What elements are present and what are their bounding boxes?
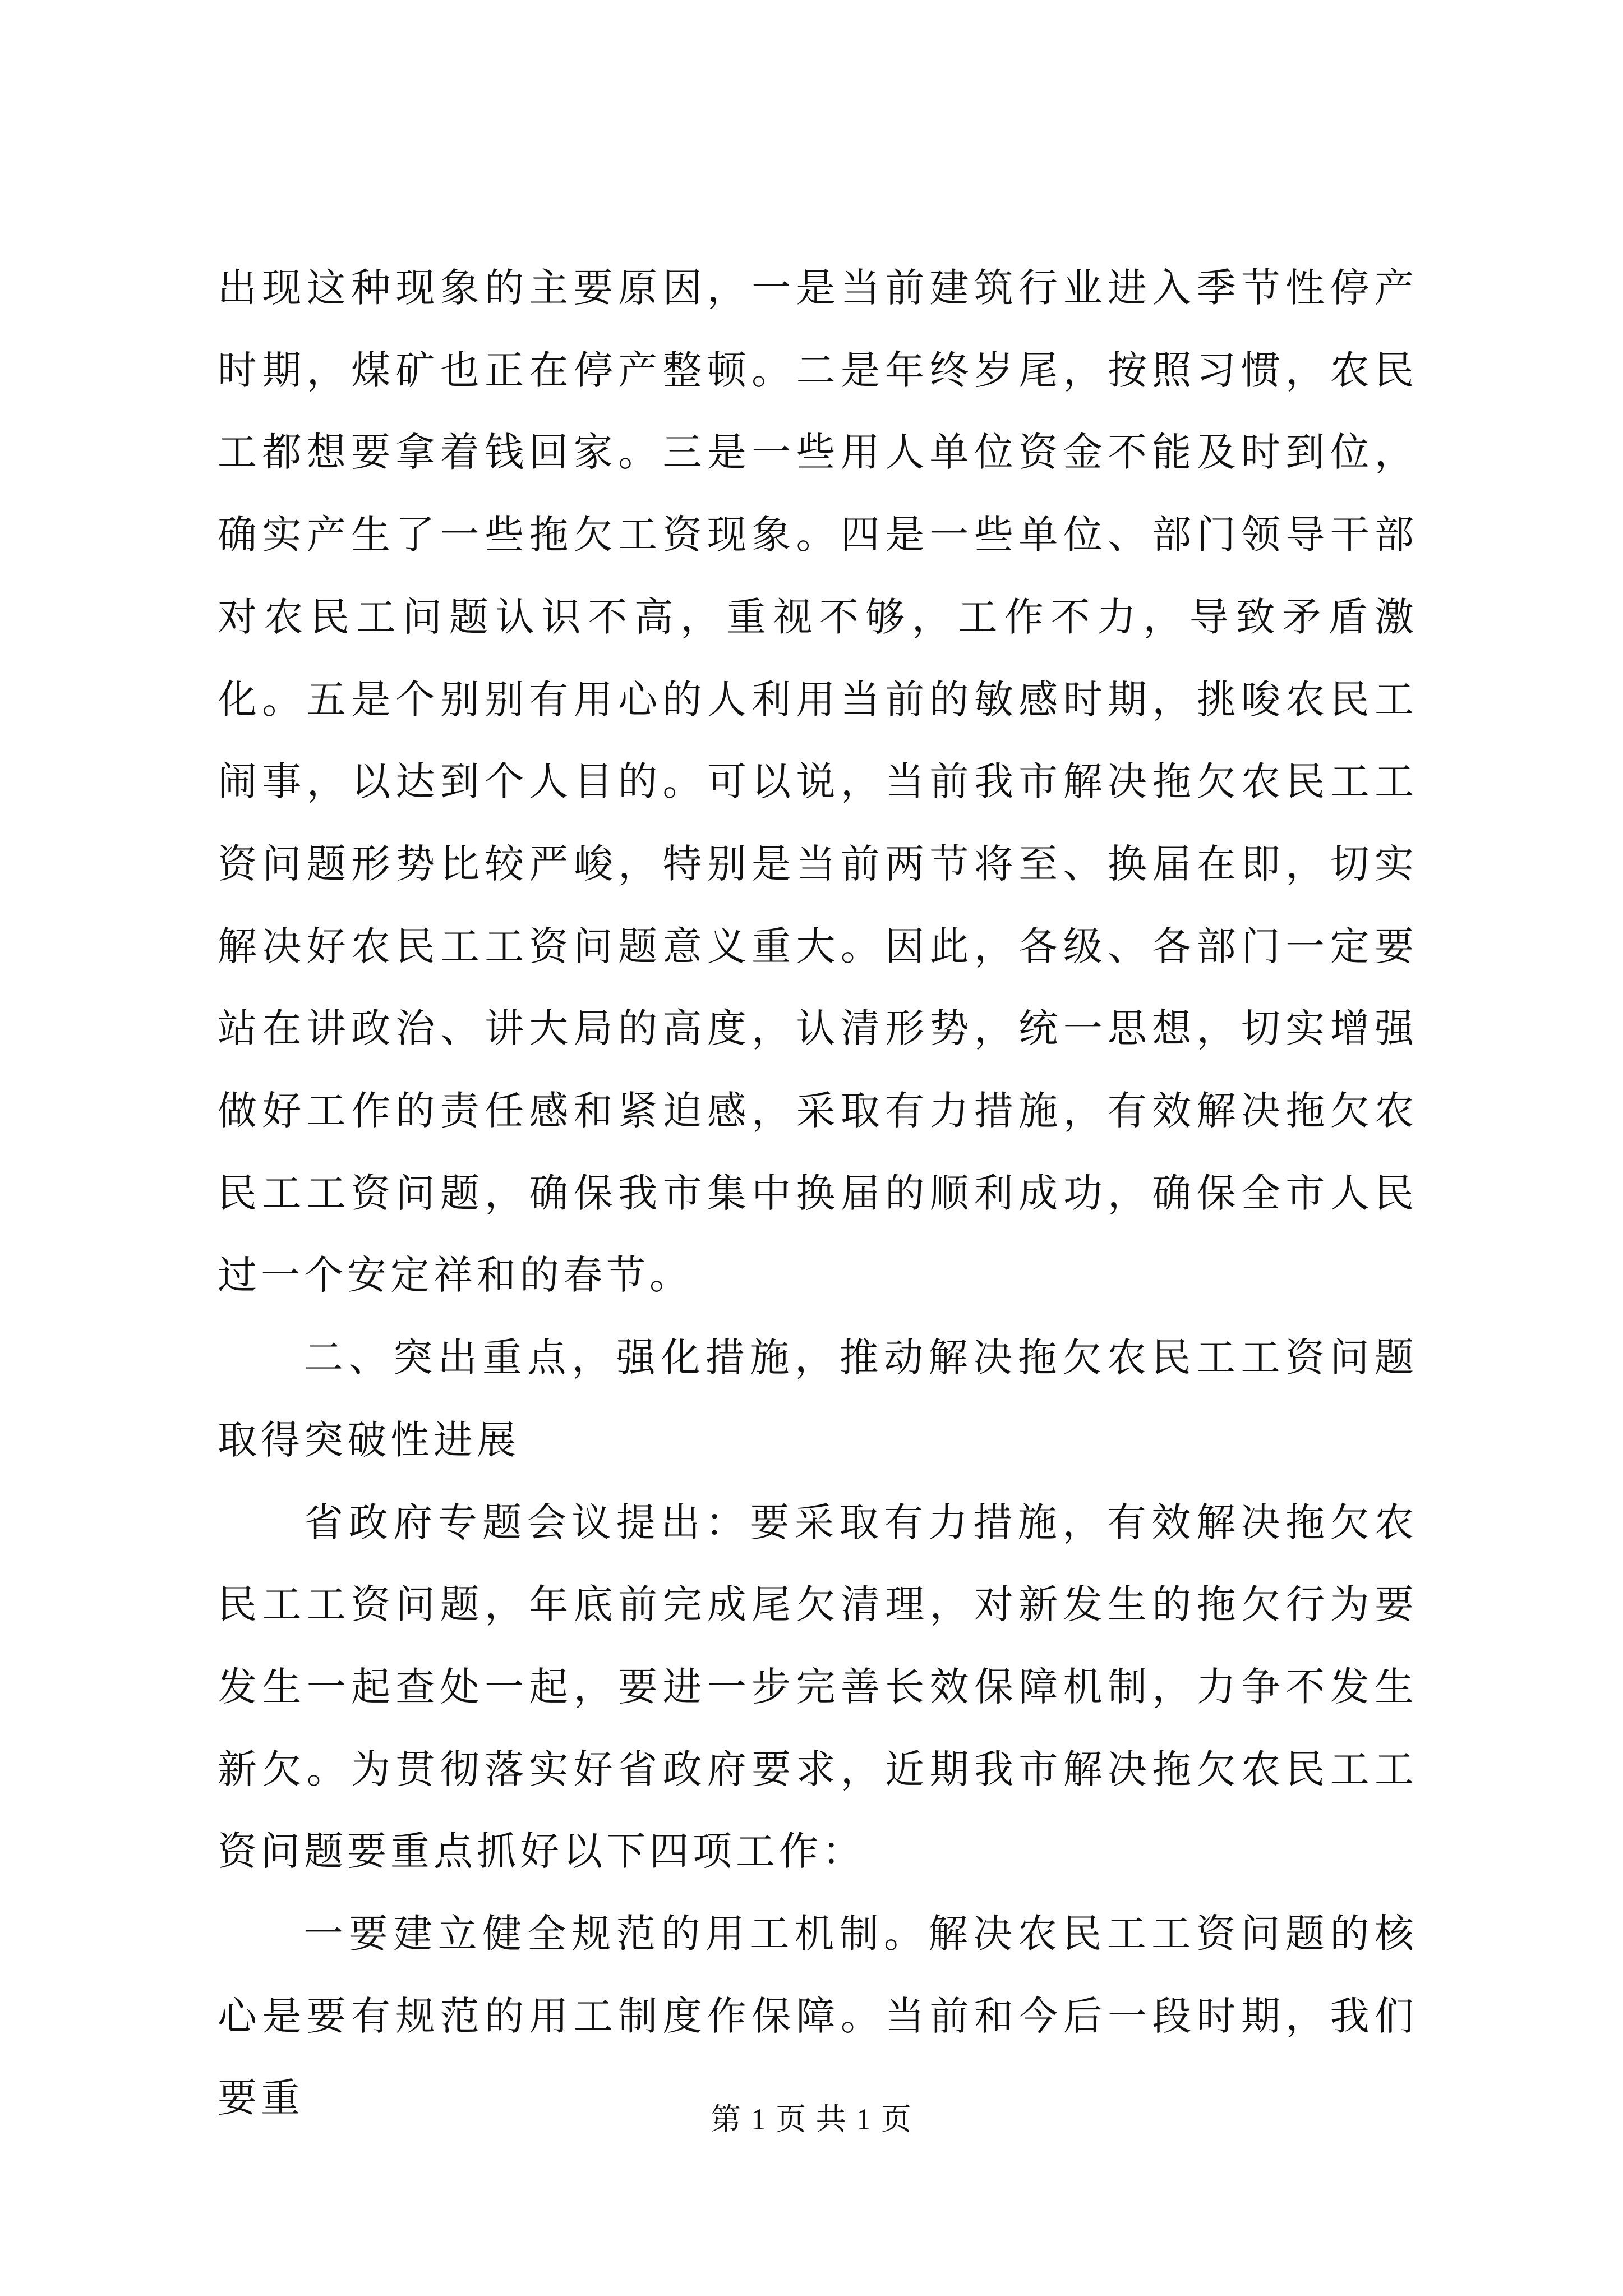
paragraph-employment-mechanism: 一要建立健全规范的用工机制。解决农民工工资问题的核心是要有规范的用工制度作保障。当前和今后一段时期，我们要重	[218, 1911, 1418, 2122]
document-body	[218, 247, 1418, 2139]
paragraph-causes: 出现这种现象的主要原因，一是当前建筑行业进入季节性停产时期，煤矿也正在停产整顿。二是年终岁尾，按照习惯，农民工都想要拿着钱回家。三是一些用人单位资金不能及时到位，确实产生了一些拖欠工资现象。四是一些单位、部门领导干部对农民工问题认识不高，重视不够，工作不力，导致矛盾激化。五是个别别有用心的人利用当前的敏感时期，挑唆农民工闹事，以达到个人目的。可以说，当前我市解决拖欠农民工工资问题形势比较严峻，特别是当前两节将至、换届在即，切实解决好农民工工资问题意义重大。因此，各级、各部门一定要站在讲政治、讲大局的高度，认清形势，统一思想，切实增强做好工作的责任感和紧迫感，采取有力措施，有效解决拖欠农民工工资问题，确保我市集中换届的顺利成功，确保全市人民过一个安定祥和的春节。	[218, 265, 1418, 1299]
page-number-footer: 第 1 页 共 1 页	[711, 2102, 912, 2136]
section-heading-two: 二、突出重点，强化措施，推动解决拖欠农民工工资问题取得突破性进展	[218, 1335, 1418, 1463]
paragraph-provincial-meeting: 省政府专题会议提出：要采取有力措施，有效解决拖欠农民工工资问题，年底前完成尾欠清理，对新发生的拖欠行为要发生一起查处一起，要进一步完善长效保障机制，力争不发生新欠。为贯彻落实好省政府要求，近期我市解决拖欠农民工工资问题要重点抓好以下四项工作：	[218, 1499, 1418, 1875]
